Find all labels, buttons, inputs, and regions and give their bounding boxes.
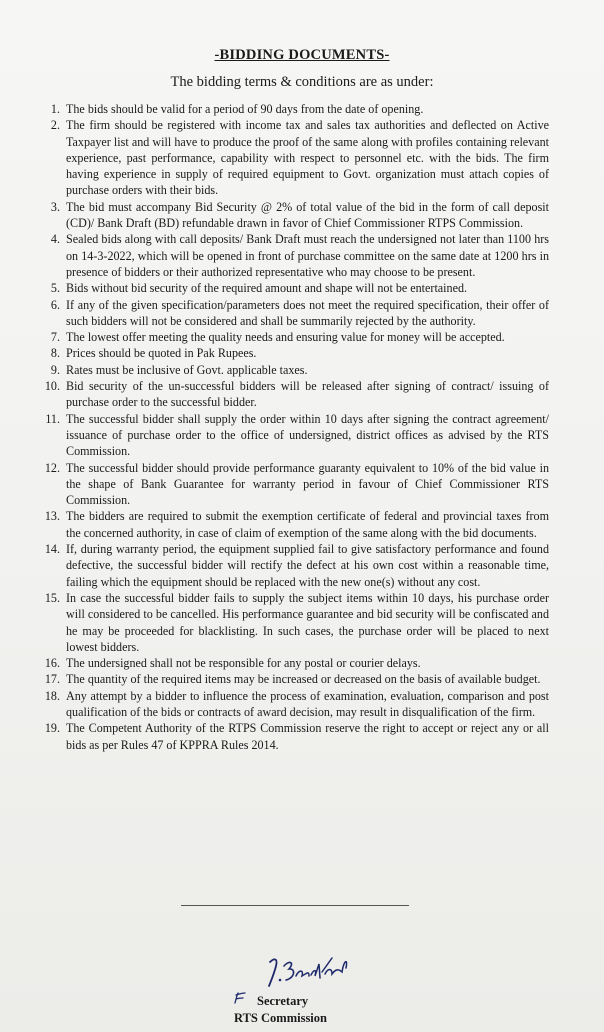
signatory-title: Secretary <box>257 994 309 1008</box>
term-text: The quantity of the required items may be increased or decreased on the basis of available budget. <box>66 672 541 687</box>
term-number: 19. <box>44 721 60 736</box>
term-item <box>50 280 549 296</box>
term-item <box>44 671 549 687</box>
term-number: 13. <box>44 509 60 524</box>
term-text: Rates must be inclusive of Govt. applicable taxes. <box>66 362 308 377</box>
term-item <box>50 362 549 378</box>
term-number: 1. <box>50 102 60 116</box>
term-number: 12. <box>44 460 60 475</box>
term-number: 7. <box>50 330 60 345</box>
term-item <box>50 199 549 232</box>
term-text: Bids without bid security of the required amount and shape will not be entertained. <box>66 281 468 296</box>
term-number: 18. <box>44 688 60 703</box>
term-number: 8. <box>50 346 60 361</box>
term-number: 6. <box>50 297 60 312</box>
term-item <box>44 655 549 671</box>
term-number: 15. <box>44 590 60 605</box>
term-text: If any of the given specification/parameters does not meet the required specification, their offer of such bidders will not be considered and shall be summarily rejected by the authority. <box>66 297 549 328</box>
term-text: The successful bidder shall supply the order within 10 days after signing the contract agreement/ issuance of purchase order to the office of undersigned, district offices as advised by the RTS Commission. <box>66 411 549 459</box>
term-item <box>44 720 549 753</box>
term-text: The Competent Authority of the RTPS Commission reserve the right to accept or reject any or all bids as per Rules 47 of KPPRA Rules 2014. <box>66 721 549 752</box>
term-item <box>50 297 549 330</box>
term-text: Sealed bids along with call deposits/ Bank Draft must reach the undersigned not later than 1100 hrs on 14-3-2022, which will be opened in front of purchase committee on the same date at 1200 hrs in presence of bidders or their authorized representative who may choose to be present. <box>66 232 549 279</box>
term-item <box>44 541 549 590</box>
term-text: Prices should be quoted in Pak Rupees. <box>66 346 257 361</box>
term-item <box>50 345 549 361</box>
term-number: 9. <box>50 362 60 377</box>
term-number: 16. <box>44 656 60 671</box>
term-item <box>50 117 549 198</box>
term-text: The undersigned shall not be responsible for any postal or courier delays. <box>66 656 421 671</box>
term-text: Any attempt by a bidder to influence the process of examination, evaluation, comparison and post qualification of the bids or contracts of award decision, may result in disqualification of the firm. <box>66 688 549 719</box>
term-number: 11. <box>45 411 60 426</box>
term-item <box>44 508 549 541</box>
term-text: The firm should be registered with income tax and sales tax authorities and deflected on Active Taxpayer list and will have to produce the proof of the same along with profiles containing relevant experience, past performance, capability with respect to personnel etc. with the bids. The firm having experience in supply of required equipment to Govt. organization must attach copies of purchase orders with their bids. <box>66 118 549 198</box>
terms-list <box>44 101 549 753</box>
term-text: The successful bidder should provide performance guaranty equivalent to 10% of the bid value in the shape of Bank Guarantee for warranty period in favour of Chief Commissioner RTS Commission. <box>66 460 549 508</box>
term-item <box>50 101 549 117</box>
term-text: The lowest offer meeting the quality needs and ensuring value for money will be accepted. <box>66 330 505 345</box>
term-number: 4. <box>50 232 60 247</box>
term-number: 17. <box>44 672 60 687</box>
term-number: 10. <box>44 379 60 394</box>
term-number: 5. <box>50 281 60 296</box>
term-text: The bidders are required to submit the exemption certificate of federal and provincial taxes from the concerned authority, in case of claim of exemption of the same along with the bid documents. <box>66 509 549 540</box>
term-number: 3. <box>50 199 60 214</box>
term-text: Bid security of the un-successful bidders will be released after signing of contract/ issuing of purchase order to the successful bidder. <box>66 379 549 410</box>
term-item <box>50 329 549 345</box>
term-item <box>50 231 549 280</box>
term-number: 2. <box>50 118 60 133</box>
document-subtitle: The bidding terms & conditions are as under: <box>170 74 434 90</box>
term-item <box>44 378 549 411</box>
term-item <box>45 411 549 460</box>
term-item <box>44 688 549 721</box>
signature-line <box>181 905 409 906</box>
term-item <box>44 590 549 655</box>
term-text: If, during warranty period, the equipment supplied fail to give satisfactory performance and found defective, the successful bidder will rectify the defect at his own cost within a reasonable time, failing which the equipment should be replaced with the new one(s) without any cost. <box>66 542 549 589</box>
term-number: 14. <box>44 542 60 557</box>
signatory-organization: RTS Commission <box>234 1011 327 1025</box>
handwritten-signature <box>262 950 352 990</box>
term-text: In case the successful bidder fails to supply the subject items within 10 days, his purchase order will considered to be cancelled. His performance guarantee and bid security will be confiscated and he may be proceeded for blacklisting. In such cases, the purchase order will be placed to next lowest bidders. <box>66 590 549 654</box>
term-item <box>44 460 549 509</box>
term-text: The bids should be valid for a period of 90 days from the date of opening. <box>66 102 424 116</box>
document-title: -BIDDING DOCUMENTS- <box>214 47 390 63</box>
initial-mark <box>233 991 247 1005</box>
term-text: The bid must accompany Bid Security @ 2% of total value of the bid in the form of call deposit (CD)/ Bank Draft (BD) refundable drawn in favor of Chief Commissioner RTPS Commission. <box>66 199 549 231</box>
